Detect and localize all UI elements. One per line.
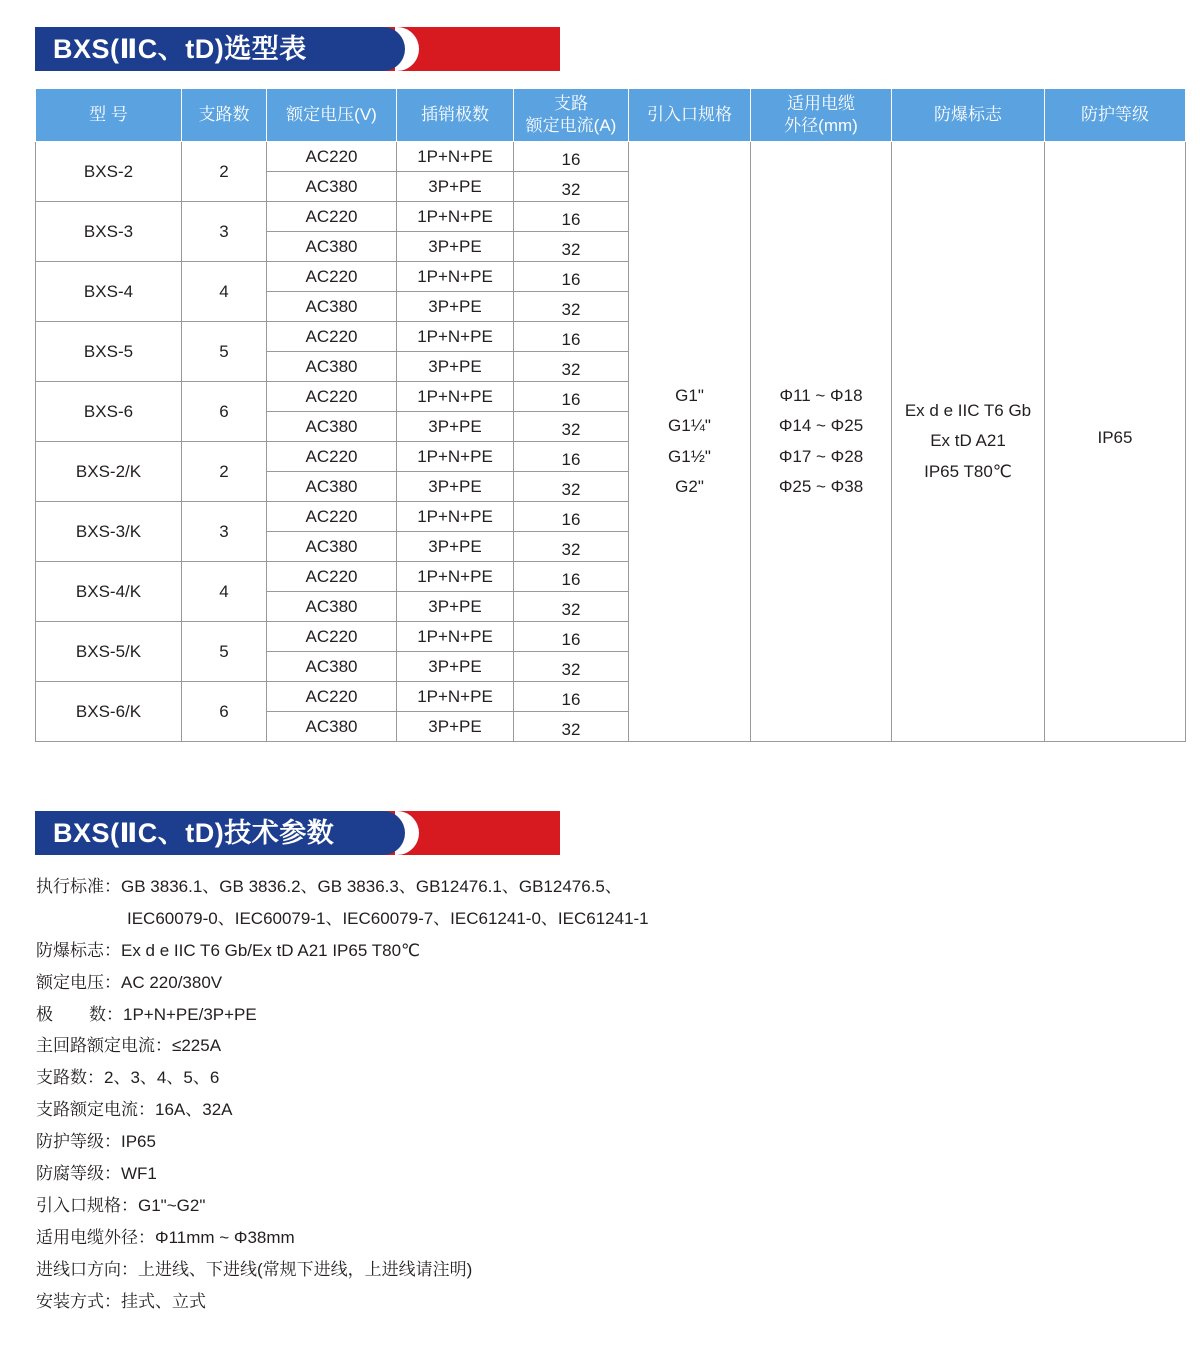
voltage-cell: AC380 — [267, 592, 397, 622]
model-cell: BXS-6/K — [36, 682, 182, 742]
param-standard-cont — [36, 904, 649, 936]
param-value: Ex d e IIC T6 Gb/Ex tD A21 IP65 T80℃ — [121, 940, 421, 960]
entry-spec-value: G2" — [675, 477, 704, 496]
current-cell: 16 — [514, 442, 629, 472]
poles-cell: 3P+PE — [397, 472, 514, 502]
poles-cell: 3P+PE — [397, 352, 514, 382]
branches-cell: 6 — [182, 382, 267, 442]
voltage-cell: AC220 — [267, 262, 397, 292]
cable-diameter-value: Φ17 ~ Φ28 — [778, 446, 864, 466]
entry-spec-value: G1" — [675, 385, 704, 405]
poles-cell: 1P+N+PE — [397, 562, 514, 592]
param-label: 防护等级： — [36, 1132, 121, 1152]
voltage-cell: AC220 — [267, 562, 397, 592]
voltage-cell: AC380 — [267, 172, 397, 202]
header-branches: 支路数 — [182, 89, 267, 142]
poles-cell: 1P+N+PE — [397, 262, 514, 292]
current-cell: 32 — [514, 412, 629, 442]
param-value: GB 3836.1、GB 3836.2、GB 3836.3、GB12476.1、GB12476.5、 — [121, 877, 622, 896]
technical-params — [36, 872, 649, 1318]
section-banner-params — [35, 811, 560, 855]
param-label: 数： — [89, 1004, 123, 1024]
table-body — [36, 142, 1186, 742]
model-cell: BXS-2/K — [36, 442, 182, 502]
current-cell: 32 — [514, 292, 629, 322]
branches-cell: 4 — [182, 562, 267, 622]
model-cell: BXS-4/K — [36, 562, 182, 622]
header-current-line1: 支路 — [554, 94, 588, 113]
poles-cell: 1P+N+PE — [397, 382, 514, 412]
model-cell: BXS-5 — [36, 322, 182, 382]
param-label: 极 — [36, 1004, 53, 1024]
param-poles — [36, 1000, 649, 1032]
table-header-row — [36, 89, 1186, 142]
param-ex-mark — [36, 936, 649, 968]
voltage-cell: AC220 — [267, 442, 397, 472]
poles-cell: 1P+N+PE — [397, 442, 514, 472]
poles-cell: 3P+PE — [397, 232, 514, 262]
voltage-cell: AC220 — [267, 622, 397, 652]
poles-cell: 3P+PE — [397, 652, 514, 682]
param-value: Φ11mm ~ Φ38mm — [155, 1227, 295, 1247]
poles-cell: 3P+PE — [397, 712, 514, 742]
param-protection — [36, 1127, 649, 1159]
ex-mark-cell — [892, 142, 1045, 742]
param-label: 执行标准： — [36, 877, 121, 896]
param-standard — [36, 872, 649, 904]
header-ex-mark: 防爆标志 — [892, 89, 1045, 142]
poles-cell: 1P+N+PE — [397, 682, 514, 712]
poles-cell: 1P+N+PE — [397, 502, 514, 532]
param-value: 1P+N+PE/3P+PE — [123, 1004, 257, 1024]
entry-spec-value: G1½" — [668, 446, 711, 466]
param-label: 主回路额定电流： — [36, 1036, 172, 1056]
param-value: 16A、32A — [155, 1100, 233, 1120]
param-label: 支路数： — [36, 1068, 104, 1088]
model-cell: BXS-4 — [36, 262, 182, 322]
selection-table — [35, 88, 1186, 742]
current-cell: 32 — [514, 652, 629, 682]
param-main-current — [36, 1031, 649, 1063]
current-cell: 32 — [514, 712, 629, 742]
poles-cell: 3P+PE — [397, 172, 514, 202]
param-branch-current — [36, 1095, 649, 1127]
branches-cell: 3 — [182, 202, 267, 262]
voltage-cell: AC380 — [267, 712, 397, 742]
header-protection: 防护等级 — [1045, 89, 1186, 142]
voltage-cell: AC380 — [267, 352, 397, 382]
current-cell: 32 — [514, 532, 629, 562]
param-label: 适用电缆外径： — [36, 1227, 155, 1247]
table-row — [36, 142, 1186, 172]
branches-cell: 6 — [182, 682, 267, 742]
cable-diameter-value: Φ11 ~ Φ18 — [779, 385, 863, 405]
param-label: 防爆标志： — [36, 940, 121, 960]
branches-cell: 4 — [182, 262, 267, 322]
ex-mark-value: IP65 T80℃ — [924, 461, 1012, 481]
current-cell: 16 — [514, 142, 629, 172]
ex-mark-value: Ex d e IIC T6 Gb — [904, 400, 1032, 420]
param-label: 防腐等级： — [36, 1164, 121, 1184]
param-value: ≤225A — [172, 1036, 222, 1056]
param-label: 进线口方向： — [36, 1259, 138, 1279]
entry-spec-value: G1¼" — [668, 416, 711, 435]
header-cable-line1: 适用电缆 — [787, 94, 855, 113]
header-entry: 引入口规格 — [629, 89, 751, 142]
poles-cell: 1P+N+PE — [397, 142, 514, 172]
param-value: IP65 — [121, 1132, 156, 1152]
header-cable — [751, 89, 892, 142]
voltage-cell: AC220 — [267, 202, 397, 232]
param-value: 挂式、立式 — [121, 1291, 206, 1311]
param-cable — [36, 1223, 649, 1255]
voltage-cell: AC220 — [267, 502, 397, 532]
voltage-cell: AC380 — [267, 532, 397, 562]
param-label: 额定电压： — [36, 972, 121, 992]
current-cell: 16 — [514, 502, 629, 532]
param-label: 支路额定电流： — [36, 1100, 155, 1120]
param-value: 上进线、下进线(常规下进线，上进线请注明) — [138, 1259, 473, 1279]
poles-cell: 1P+N+PE — [397, 322, 514, 352]
voltage-cell: AC380 — [267, 472, 397, 502]
branches-cell: 2 — [182, 442, 267, 502]
model-cell: BXS-5/K — [36, 622, 182, 682]
param-label: 引入口规格： — [36, 1195, 138, 1215]
entry-spec-cell — [629, 142, 751, 742]
poles-cell: 3P+PE — [397, 292, 514, 322]
param-install — [36, 1287, 649, 1319]
param-value: IEC60079-0、IEC60079-1、IEC60079-7、IEC61241-0、IEC61241-1 — [127, 908, 649, 928]
poles-cell: 3P+PE — [397, 592, 514, 622]
param-anticorrosion — [36, 1159, 649, 1191]
voltage-cell: AC380 — [267, 652, 397, 682]
param-value: 2、3、4、5、6 — [104, 1068, 220, 1088]
voltage-cell: AC220 — [267, 142, 397, 172]
param-value: AC 220/380V — [121, 972, 223, 992]
current-cell: 16 — [514, 382, 629, 412]
param-entry — [36, 1191, 649, 1223]
voltage-cell: AC220 — [267, 322, 397, 352]
branches-cell: 5 — [182, 322, 267, 382]
current-cell: 16 — [514, 562, 629, 592]
poles-cell: 1P+N+PE — [397, 622, 514, 652]
param-inlet — [36, 1255, 649, 1287]
voltage-cell: AC380 — [267, 412, 397, 442]
model-cell: BXS-3 — [36, 202, 182, 262]
param-label: 安装方式： — [36, 1291, 121, 1311]
protection-cell: IP65 — [1045, 142, 1186, 742]
param-value: G1"~G2" — [138, 1195, 206, 1215]
section-title-selection: BXS(ⅡC、tD)选型表 — [53, 34, 307, 64]
model-cell: BXS-2 — [36, 142, 182, 202]
header-current-line2: 额定电流(A) — [525, 116, 617, 135]
voltage-cell: AC380 — [267, 232, 397, 262]
current-cell: 32 — [514, 172, 629, 202]
header-voltage: 额定电压(V) — [267, 89, 397, 142]
header-current — [514, 89, 629, 142]
branches-cell: 3 — [182, 502, 267, 562]
header-cable-line2: 外径(mm) — [784, 116, 858, 135]
poles-cell: 3P+PE — [397, 412, 514, 442]
branches-cell: 5 — [182, 622, 267, 682]
voltage-cell: AC220 — [267, 682, 397, 712]
current-cell: 32 — [514, 352, 629, 382]
current-cell: 32 — [514, 472, 629, 502]
param-voltage — [36, 968, 649, 1000]
ex-mark-value: Ex tD A21 — [930, 431, 1006, 451]
current-cell: 32 — [514, 592, 629, 622]
current-cell: 16 — [514, 622, 629, 652]
cable-diameter-value: Φ25 ~ Φ38 — [778, 477, 864, 496]
poles-cell: 1P+N+PE — [397, 202, 514, 232]
current-cell: 32 — [514, 232, 629, 262]
model-cell: BXS-6 — [36, 382, 182, 442]
current-cell: 16 — [514, 262, 629, 292]
cable-diameter-value: Φ14 ~ Φ25 — [778, 416, 864, 435]
current-cell: 16 — [514, 682, 629, 712]
current-cell: 16 — [514, 202, 629, 232]
header-model: 型 号 — [36, 89, 182, 142]
current-cell: 16 — [514, 322, 629, 352]
param-value: WF1 — [121, 1164, 157, 1184]
voltage-cell: AC380 — [267, 292, 397, 322]
header-poles: 插销极数 — [397, 89, 514, 142]
branches-cell: 2 — [182, 142, 267, 202]
model-cell: BXS-3/K — [36, 502, 182, 562]
param-branches — [36, 1063, 649, 1095]
section-banner-selection — [35, 27, 560, 71]
section-title-params: BXS(ⅡC、tD)技术参数 — [53, 818, 335, 848]
voltage-cell: AC220 — [267, 382, 397, 412]
cable-diameter-cell — [751, 142, 892, 742]
poles-cell: 3P+PE — [397, 532, 514, 562]
